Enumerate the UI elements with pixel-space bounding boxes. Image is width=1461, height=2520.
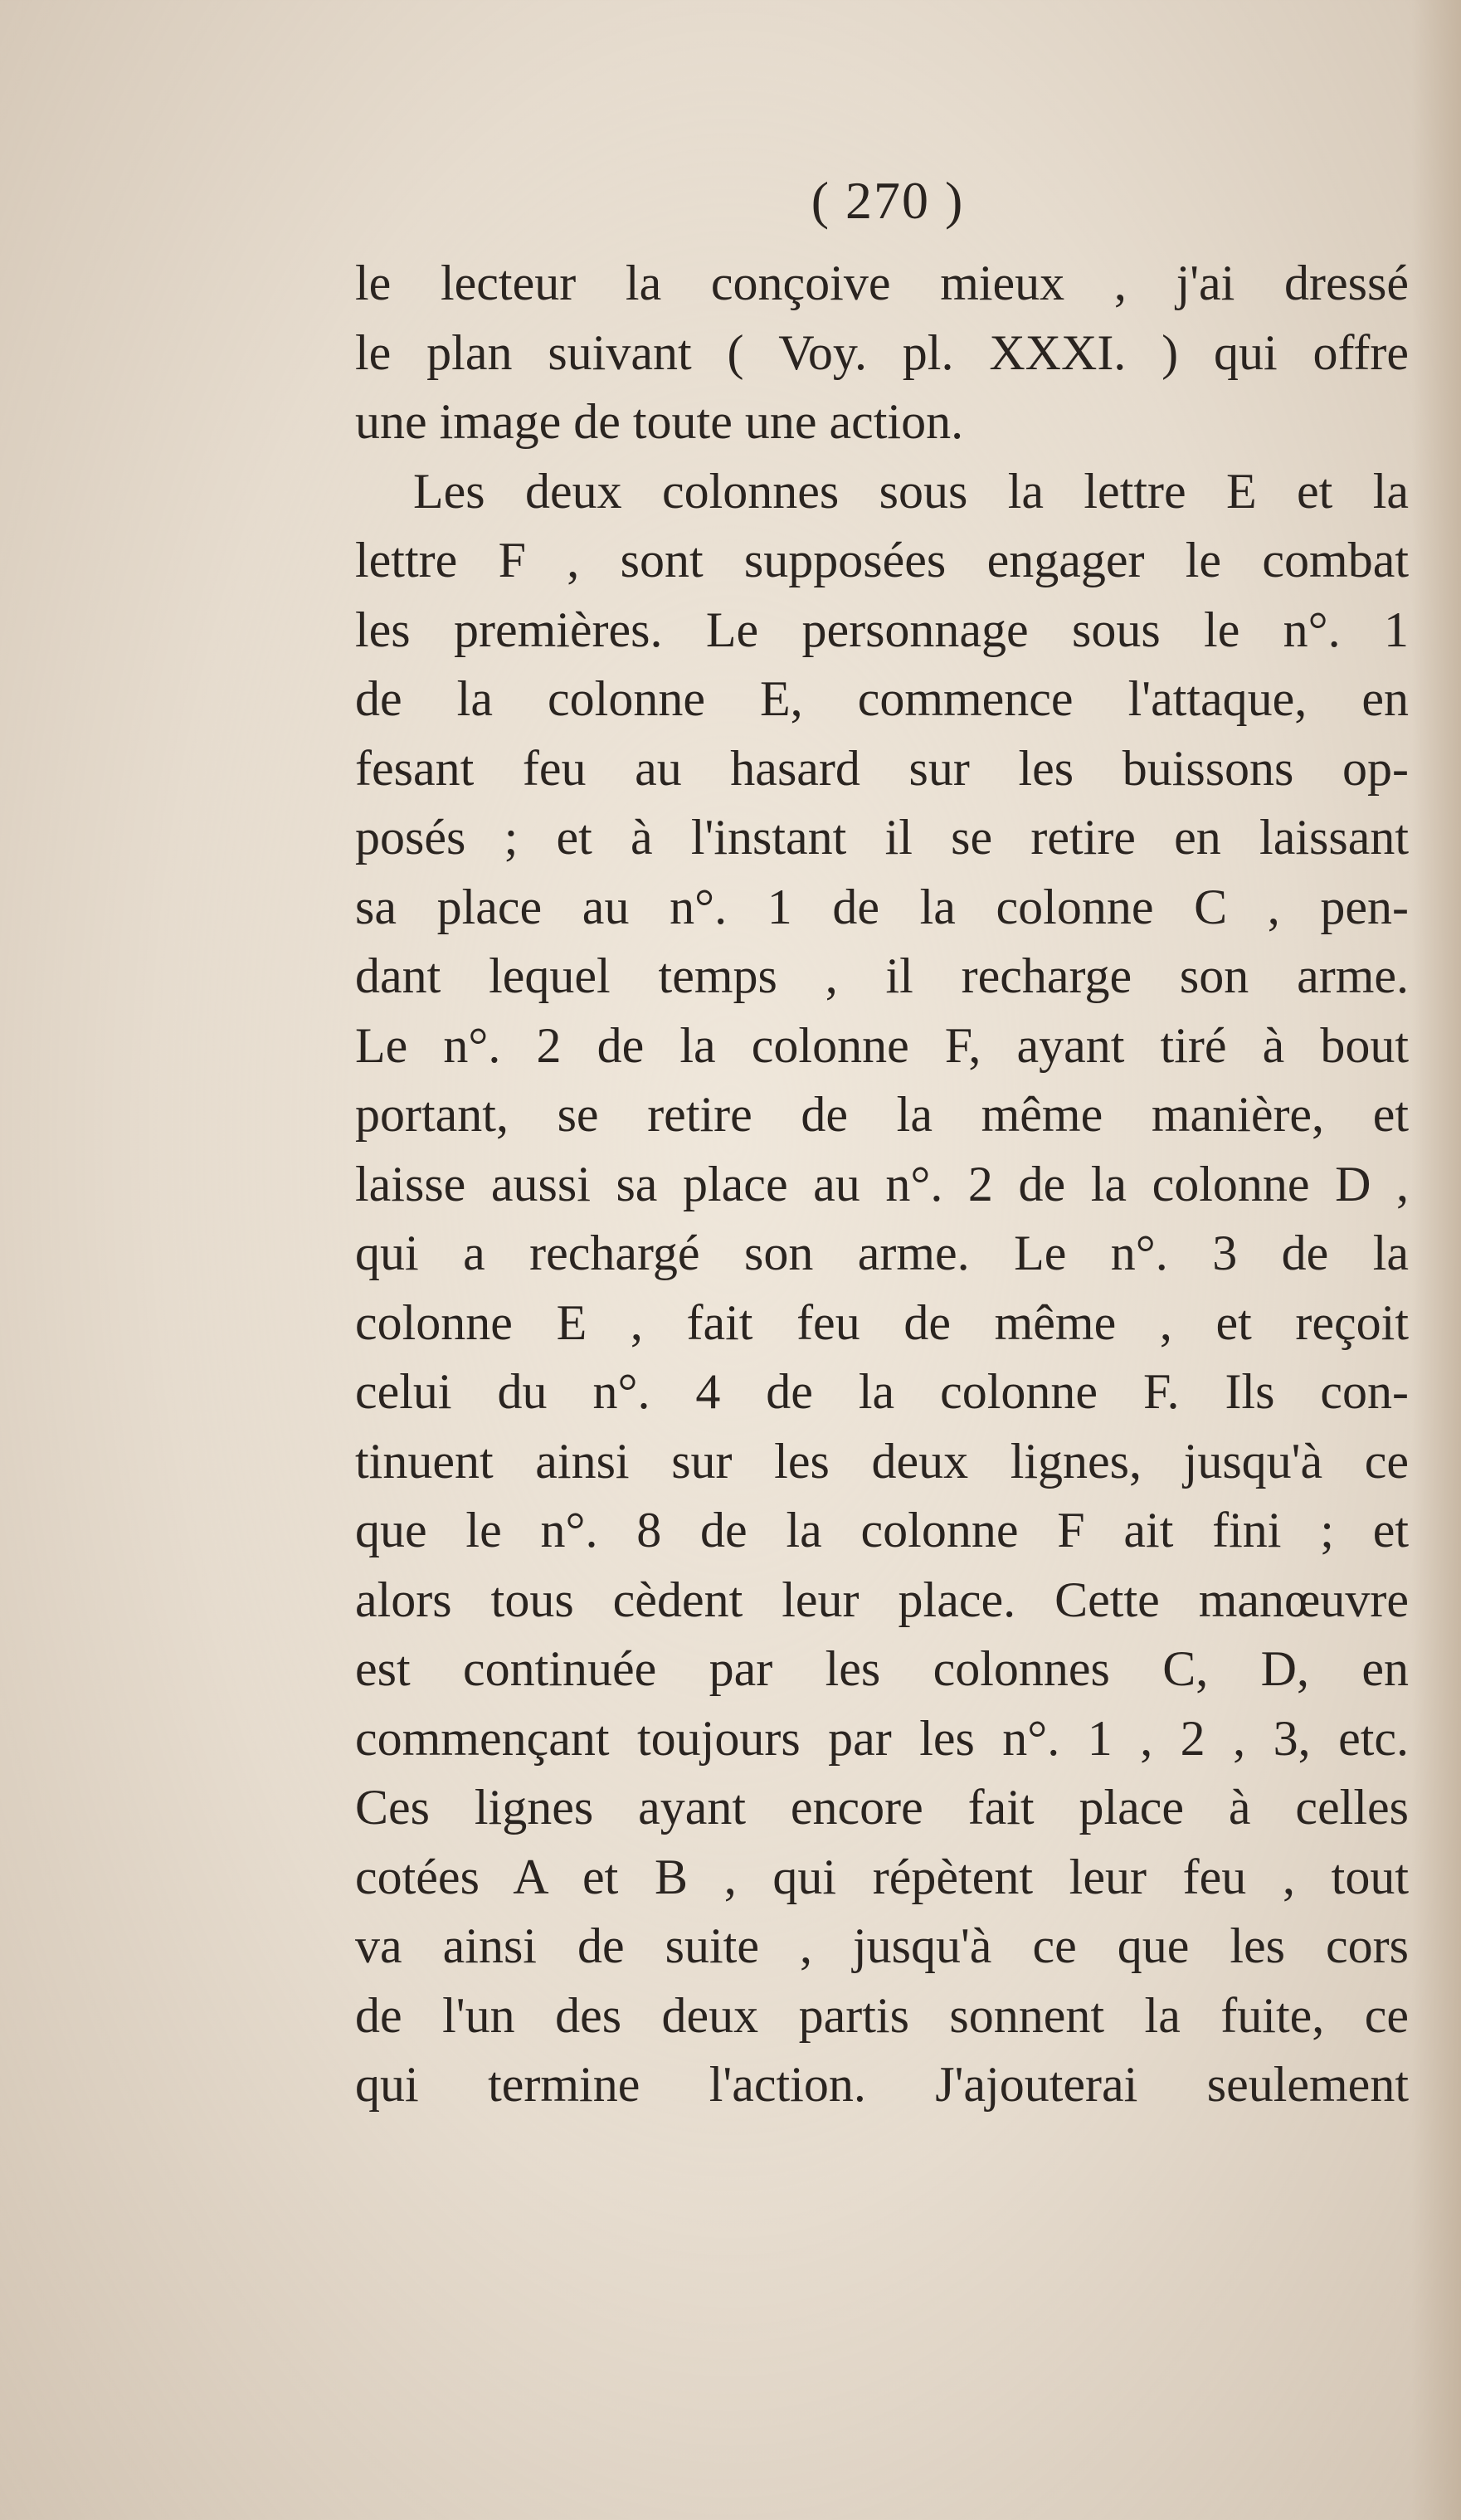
- text-line: Le n°. 2 de la colonne F, ayant tiré à bout: [355, 1017, 1409, 1073]
- text-line: les premières. Le personnage sous le n°. 1: [355, 602, 1409, 657]
- text-line: cotées A et B , qui répètent leur feu , tout: [355, 1849, 1409, 1904]
- text-line: fesant feu au hasard sur les buissons op-: [355, 740, 1409, 796]
- text-line: alors tous cèdent leur place. Cette manœuvre: [355, 1572, 1409, 1627]
- page-edge-shadow: [1411, 0, 1461, 2520]
- text-line: de l'un des deux partis sonnent la fuite, ce: [355, 1987, 1409, 2043]
- text-line: posés ; et à l'instant il se retire en laissant: [355, 810, 1409, 865]
- page-number: ( 270 ): [811, 171, 965, 230]
- body-text: [355, 249, 1409, 2120]
- text-line: de la colonne E, commence l'attaque, en: [355, 671, 1409, 726]
- text-line: laisse aussi sa place au n°. 2 de la colonne D ,: [355, 1156, 1409, 1211]
- text-line: celui du n°. 4 de la colonne F. Ils con-: [355, 1364, 1409, 1419]
- text-line: portant, se retire de la même manière, et: [355, 1087, 1409, 1142]
- text-line: le plan suivant ( Voy. pl. XXXI. ) qui offre: [355, 324, 1409, 380]
- text-line: va ainsi de suite , jusqu'à ce que les cors: [355, 1918, 1409, 1973]
- text-line: lettre F , sont supposées engager le combat: [355, 533, 1409, 587]
- text-line: tinuent ainsi sur les deux lignes, jusqu'à ce: [355, 1433, 1409, 1489]
- text-line: Les deux colonnes sous la lettre E et la: [413, 463, 1409, 519]
- text-line: une image de toute une action.: [355, 394, 964, 449]
- text-line: Ces lignes ayant encore fait place à celles: [355, 1780, 1409, 1835]
- text-line: le lecteur la conçoive mieux , j'ai dressé: [355, 256, 1409, 310]
- text-line: que le n°. 8 de la colonne F ait fini ; et: [355, 1503, 1409, 1557]
- text-line: qui a rechargé son arme. Le n°. 3 de la: [355, 1226, 1409, 1280]
- text-line: qui termine l'action. J'ajouterai seulement: [355, 2057, 1409, 2112]
- text-line: dant lequel temps , il recharge son arme.: [355, 948, 1409, 1003]
- text-line: commençant toujours par les n°. 1 , 2 , 3, etc.: [355, 1710, 1409, 1766]
- text-line: est continuée par les colonnes C, D, en: [355, 1641, 1409, 1696]
- text-line: colonne E , fait feu de même , et reçoit: [355, 1294, 1409, 1350]
- text-line: sa place au n°. 1 de la colonne C , pen-: [355, 879, 1409, 934]
